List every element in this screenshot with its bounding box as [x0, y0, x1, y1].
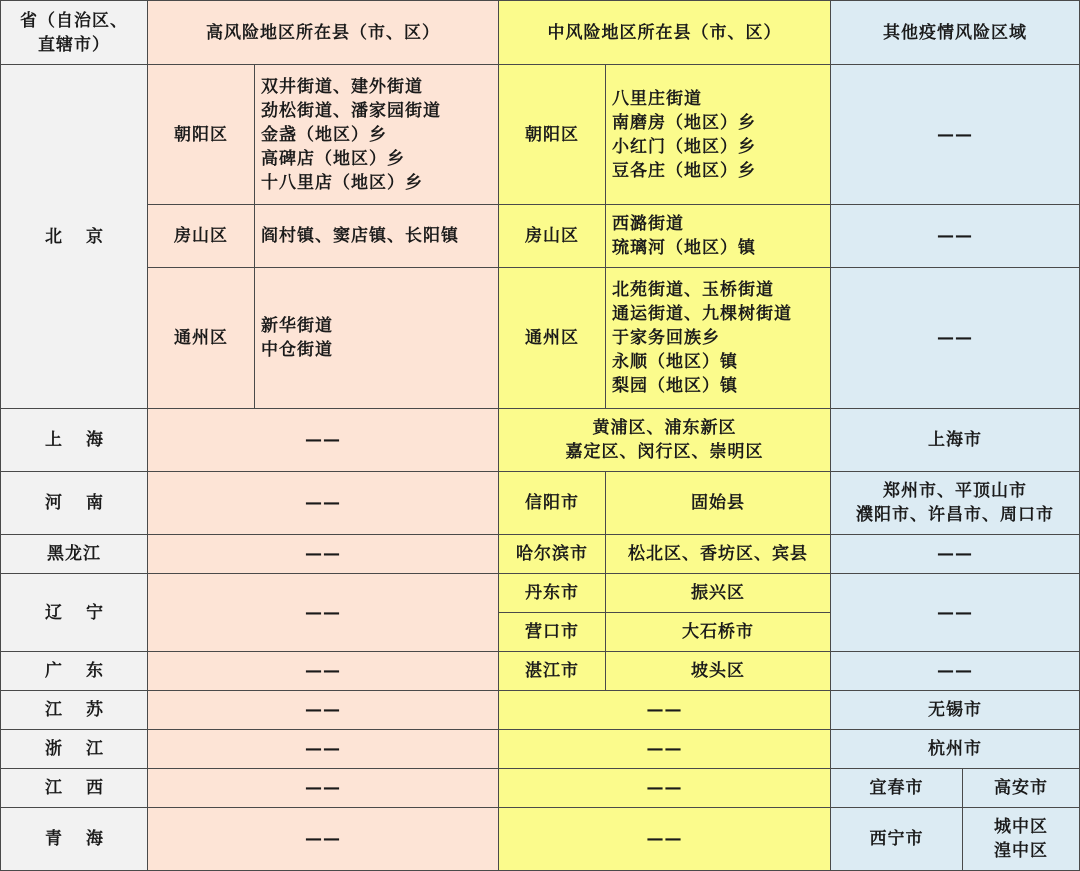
table-row-qinghai [1, 808, 1080, 871]
high-areas: 新华街道 中仓街道 [255, 268, 499, 409]
province-heilongjiang: 黑龙江 [1, 535, 148, 574]
header-medium-risk: 中风险地区所在县（市、区） [499, 1, 831, 65]
header-other-risk: 其他疫情风险区域 [831, 1, 1080, 65]
table-row-jiangsu [1, 691, 1080, 730]
table-row-beijing-2 [1, 205, 1080, 268]
medium-city: 营口市 [499, 613, 606, 652]
medium-city: 丹东市 [499, 574, 606, 613]
medium-areas: 大石桥市 [606, 613, 831, 652]
province-jiangsu: 江苏 [1, 691, 148, 730]
header-row [1, 1, 1080, 65]
medium-areas: 黄浦区、浦东新区 嘉定区、闵行区、崇明区 [499, 409, 831, 472]
high-areas: —— [148, 472, 499, 535]
high-areas: —— [148, 691, 499, 730]
other-areas: —— [831, 268, 1080, 409]
other-areas: 杭州市 [831, 730, 1080, 769]
medium-areas: 松北区、香坊区、宾县 [606, 535, 831, 574]
high-areas: —— [148, 409, 499, 472]
province-shanghai: 上海 [1, 409, 148, 472]
medium-areas: 固始县 [606, 472, 831, 535]
table-row-jiangxi [1, 769, 1080, 808]
table-row-liaoning-1 [1, 574, 1080, 613]
high-areas: 双井街道、建外街道 劲松街道、潘家园街道 金盏（地区）乡 高碑店（地区）乡 十八里店（地区）乡 [255, 65, 499, 205]
province-qinghai: 青海 [1, 808, 148, 871]
other-areas: 上海市 [831, 409, 1080, 472]
province-beijing: 北京 [1, 65, 148, 409]
high-areas: —— [148, 769, 499, 808]
table-row-heilongjiang [1, 535, 1080, 574]
other-city: 西宁市 [831, 808, 963, 871]
medium-district: 通州区 [499, 268, 606, 409]
other-areas: —— [831, 652, 1080, 691]
header-province: 省（自治区、 直辖市） [1, 1, 148, 65]
other-areas: —— [831, 574, 1080, 652]
province-jiangxi: 江西 [1, 769, 148, 808]
high-areas: —— [148, 535, 499, 574]
high-district: 通州区 [148, 268, 255, 409]
table-row-henan [1, 472, 1080, 535]
province-guangdong: 广东 [1, 652, 148, 691]
medium-areas: —— [499, 730, 831, 769]
other-areas: 高安市 [963, 769, 1080, 808]
table-row-beijing-3 [1, 268, 1080, 409]
table-row-zhejiang [1, 730, 1080, 769]
other-areas: —— [831, 65, 1080, 205]
header-high-risk: 高风险地区所在县（市、区） [148, 1, 499, 65]
table-row-shanghai [1, 409, 1080, 472]
other-areas: —— [831, 535, 1080, 574]
medium-city: 湛江市 [499, 652, 606, 691]
medium-district: 朝阳区 [499, 65, 606, 205]
high-areas: 阎村镇、窦店镇、长阳镇 [255, 205, 499, 268]
other-areas: 无锡市 [831, 691, 1080, 730]
medium-areas: —— [499, 691, 831, 730]
medium-areas: 八里庄街道 南磨房（地区）乡 小红门（地区）乡 豆各庄（地区）乡 [606, 65, 831, 205]
medium-areas: —— [499, 808, 831, 871]
province-henan: 河南 [1, 472, 148, 535]
medium-areas: 西潞街道 琉璃河（地区）镇 [606, 205, 831, 268]
high-areas: —— [148, 574, 499, 652]
other-city: 宜春市 [831, 769, 963, 808]
medium-areas: —— [499, 769, 831, 808]
medium-city: 信阳市 [499, 472, 606, 535]
high-district: 朝阳区 [148, 65, 255, 205]
medium-city: 哈尔滨市 [499, 535, 606, 574]
other-areas: —— [831, 205, 1080, 268]
medium-areas: 振兴区 [606, 574, 831, 613]
high-district: 房山区 [148, 205, 255, 268]
province-liaoning: 辽宁 [1, 574, 148, 652]
medium-district: 房山区 [499, 205, 606, 268]
province-zhejiang: 浙江 [1, 730, 148, 769]
table-row-guangdong [1, 652, 1080, 691]
high-areas: —— [148, 652, 499, 691]
medium-areas: 北苑街道、玉桥街道 通运街道、九棵树街道 于家务回族乡 永顺（地区）镇 梨园（地区）镇 [606, 268, 831, 409]
other-areas: 城中区 湟中区 [963, 808, 1080, 871]
other-areas: 郑州市、平顶山市 濮阳市、许昌市、周口市 [831, 472, 1080, 535]
table-row-beijing-1 [1, 65, 1080, 205]
high-areas: —— [148, 730, 499, 769]
medium-areas: 坡头区 [606, 652, 831, 691]
high-areas: —— [148, 808, 499, 871]
